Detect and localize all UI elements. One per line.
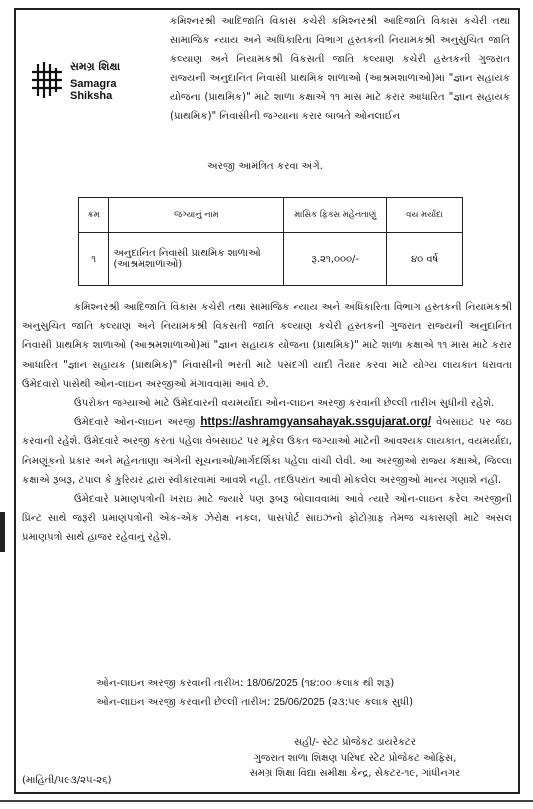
logo-name-english: Samagra Shiksha (70, 78, 117, 102)
logo-icon (30, 60, 64, 100)
notice-body (22, 298, 512, 548)
body-paragraph-1: કમિશ્નરશ્રી આદિજાતિ વિકાસ કચેરી તથા સામાજિક ન્યાય અને અધિકારિતા વિભાગ હસ્તકની નિયામકશ્રી અનુસુચિત જાતિ કલ્યાણ અને નિયામકશ્રી વિકસતી જાતિ કલ્યાણ કચેરી હસ્તકની ગુજરાત રાજ્યની અનુદાનિત નિવાસી પ્રાથમિક શાળાઓ (આશ્રમશાળાઓ)માં "જ્ઞાન સહાયક યોજના (પ્રાથમિક)" માટે શાળા કક્ષાએ ૧૧ માસ માટે કરાર આધારિત "જ્ઞાન સહાયક (પ્રાથમિક)" નિવાસીની ભરતી માટે પસંદગી યાદી તૈયાર કરવા માટે યોગ્ય લાયકાત ધરાવતા ઉમેદવારો પાસેથી ઓન-લાઇન અરજીઓ મંગાવવામાં આવે છે. (22, 302, 512, 390)
website-link[interactable]: https://ashramgyansahayak.ssgujarat.org/ (200, 416, 432, 429)
bottom-rule (0, 800, 533, 802)
samagra-shiksha-logo (30, 60, 160, 100)
dates-block (96, 674, 413, 712)
start-time: (૧૪:૦૦ કલાક થી શરૂ) (300, 678, 395, 689)
reference-number: (માહિતી/૫૯૩/૨૫-૨૬) (22, 775, 112, 786)
p3-before-link: ઉમેદવારે ઓન-લાઇન અરજી (74, 417, 196, 429)
posts-table (78, 197, 463, 286)
margin-mark (0, 512, 5, 552)
end-date-row (96, 693, 413, 712)
signature-block (205, 735, 505, 782)
body-paragraph-4: ઉમેદવારે પ્રમાણપત્રોની ખરાઇ માટે જ્યારે પણ રૂબરૂ બોલાવવામાં આવે ત્યારે ઓન-લાઇન કરેલ અરજીની પ્રિન્ટ સાથે જરૂરી પ્રમાણપત્રોની એક-એક ઝેરોક્ષ નકલ, પાસપોર્ટ સાઇઝનો ફોટોગ્રાફ તેમજ ચકાસણી માટે અસલ પ્રમાણપત્રો સાથે હાજર રહેવાનું રહેશે. (22, 494, 512, 544)
end-date-value: 25/06/2025 (273, 697, 325, 708)
cell-sr: ૧ (79, 233, 109, 286)
col-header-age: વય મર્યાદા (387, 198, 463, 233)
intro-tail: અરજી આમંત્રિત કરવા અંગે. (206, 161, 323, 172)
signature-line-1: સહી/- સ્ટેટ પ્રોજેકટ ડાયરેકટર (294, 737, 416, 748)
cell-post: અનુદાનિત નિવાસી પ્રાથમિક શાળાઓ (આશ્રમશાળાઓ) (109, 233, 284, 286)
body-paragraph-2: ઉપરોક્ત જગ્યાઓ માટે ઉમેદવારની વયમર્યાદા ઓન-લાઇન અરજી કરવાની છેલ્લી તારીખ સુધીની રહેશે. (74, 398, 495, 410)
cell-pay: રૂ.૨૧,૦૦૦/- (284, 233, 387, 286)
table-row (79, 233, 463, 286)
intro-paragraph: કમિશ્નરશ્રી આદિજાતિ વિકાસ કચેરી કમિશ્નરશ્રી આદિજાતિ વિકાસ કચેરી તથા સામાજિક ન્યાય અને અધિકારિતા વિભાગ હસ્તકની નિયામકશ્રી અનુસુચિત જાતિ કલ્યાણ અને નિયામકશ્રી વિકસતી જાતિ કલ્યાણ કચેરી હસ્તકની ગુજરાત રાજ્યની અનુદાનિત નિવાસી પ્રાથમિક શાળાઓ (આશ્રમશાળાઓ)માં "જ્ઞાન સહાયક યોજના (પ્રાથમિક)" માટે શાળા કક્ષાએ ૧૧ માસ માટે કરાર આધારિત "જ્ઞાન સહાયક (પ્રાથમિક)" નિવાસીની જગ્યાના કરાર બાબતે ઓનલાઈન (170, 16, 510, 122)
start-date-row (96, 674, 413, 693)
table-header-row (79, 198, 463, 233)
signature-line-2: ગુજરાત શાળા શિક્ષણ પરિષદ સ્ટેટ પ્રોજેકટ ઓફિસ, (253, 752, 457, 764)
end-date-label: ઓન-લાઇન અરજી કરવાની છેલ્લી તારીખ: (96, 697, 271, 708)
start-date-value: 18/06/2025 (246, 678, 298, 689)
start-date-label: ઓન-લાઇન અરજી કરવાની તારીખ: (96, 678, 244, 689)
col-header-post: જગ્યાનું નામ (109, 198, 284, 233)
signature-line-3: સમગ્ર શિક્ષા વિદ્યા સમીક્ષા કેન્દ્ર, સેકટર-૧૯, ગાંધીનગર (249, 768, 461, 779)
col-header-pay: માસિક ફિક્સ મહેનતાણું (284, 198, 387, 233)
body-paragraph-3 (22, 413, 512, 490)
cell-age: ૪૦ વર્ષ (387, 233, 463, 286)
col-header-sr: ક્રમ (79, 198, 109, 233)
end-time: (૨૩:૫૯ કલાક સુધી) (327, 697, 414, 708)
p3-after-link: વેબસાઇટ પર જઇ કરવાની રહેશે. ઉમેદવારે અરજી કરતાં પહેલા વેબસાઇટ પર મૂકેલ ઉકત જગ્યાઓ માટેની આવશ્યક લાયકાત, વયમર્યાદા, નિમણૂંકનો પ્રકાર અને મહેનતાણા અંગેની સૂચનાઓ/માર્ગદર્શિકા પહેલા વાંચી લેવી. આ અરજીઓ રાજ્ય કક્ષાએ, જિલ્લા કક્ષાએ રૂબરૂ, ટપાલ કે કુરિયર દ્વારા સ્વીકારવામાં આવશે નહીં. તદઉપરાંત આવી મોકલેલ અરજીઓ માન્ય ગણાશે નહીં. (22, 417, 512, 486)
logo-name-gujarati: સમગ્ર શિક્ષા (70, 60, 121, 73)
